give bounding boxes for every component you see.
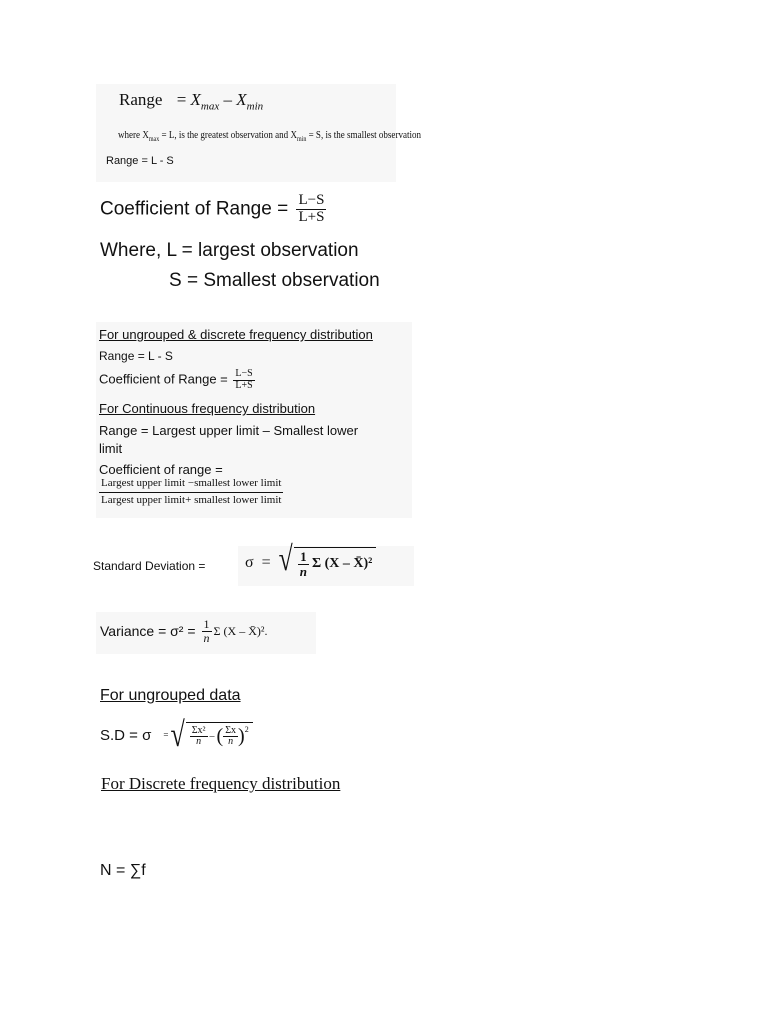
coeff-range-fraction (296, 193, 326, 226)
range-lhs: Range (119, 90, 163, 109)
coeff-range-den: L+S (298, 208, 325, 225)
variance-formula (100, 618, 267, 644)
sd-formula (100, 714, 253, 754)
ungrouped-coeff-fraction (233, 369, 254, 391)
ungrouped-coeff-label: Coefficient of Range = (99, 371, 228, 387)
sd-frac-1 (190, 726, 208, 748)
range-eq: = (176, 90, 187, 109)
range-sub-max: max (200, 100, 220, 113)
range-sub-min: min (246, 100, 264, 113)
coeff-range-label: Coefficient of Range = (100, 198, 289, 220)
std-sqrt (278, 538, 377, 579)
ungrouped-coeff (99, 369, 255, 391)
range-minus: – (223, 90, 232, 109)
range-x-max: X (190, 90, 201, 109)
note-sub-max: max (148, 135, 160, 144)
ungrouped-range: Range = L - S (99, 349, 173, 363)
continuous-range-line1: Range = Largest upper limit – Smallest lower (99, 423, 359, 438)
std-sum: Σ (X – X̄)² (311, 556, 373, 572)
std-sigma: σ (245, 553, 254, 571)
heading-ungrouped-data: For ungrouped data (100, 687, 241, 704)
coeff-where-line: Where, L = largest observation (100, 240, 359, 261)
range-formula (119, 90, 263, 112)
sd-t1-num: Σx² (191, 724, 206, 736)
continuous-range-line2: limit (99, 441, 123, 456)
note-sub-min: min (296, 135, 307, 144)
std-dev-label: Standard Deviation = (93, 559, 206, 573)
note-where: where X (118, 130, 149, 141)
variance-frac (202, 618, 212, 644)
range-x-min: X (236, 90, 247, 109)
variance-n: n (203, 630, 210, 645)
sd-label: S.D = σ (100, 726, 152, 744)
sd-t1-den: n (196, 736, 202, 747)
heading-continuous: For Continuous frequency distribution (99, 401, 316, 416)
sd-eq: = (163, 730, 169, 740)
note-mid1: = L, is the greatest observation and X (159, 130, 297, 141)
n-equals-sum-f: N = ∑f (100, 862, 146, 879)
sd-radical-icon: √ (170, 714, 185, 754)
coeff-range-big (100, 193, 326, 226)
std-one: 1 (300, 549, 307, 564)
std-frac (298, 550, 309, 578)
ungrouped-coeff-den: L+S (235, 379, 253, 391)
continuous-coeff-fraction (99, 478, 283, 506)
std-dev-formula (245, 538, 376, 579)
sd-frac-2 (223, 726, 238, 748)
variance-sum: Σ (X – X̄)². (213, 623, 268, 638)
coeff-range-num: L−S (298, 192, 325, 208)
std-sqrt-body (294, 547, 377, 578)
sd-sq: 2 (244, 725, 249, 734)
continuous-coeff-den: Largest upper limit+ smallest lower limit (101, 493, 282, 506)
sd-sqrt-body: $\frac{\text{Σx²}}{n}$ – ( $\frac{\Sigma x}{n}$ ) $^2$ (186, 722, 253, 748)
coeff-s-line: S = Smallest observation (169, 270, 380, 291)
sd-t2-num: Σx (225, 724, 237, 736)
heading-discrete: For Discrete frequency distribution (101, 774, 341, 793)
continuous-coeff-frac (99, 478, 283, 506)
std-n: n (299, 563, 307, 579)
continuous-coeff-label: Coefficient of range = (99, 462, 223, 477)
variance-label: Variance = σ² = (100, 623, 196, 640)
sd-sqrt (170, 714, 252, 754)
ungrouped-coeff-num: L−S (235, 368, 253, 379)
note-mid2: = S, is the smallest observation (306, 130, 422, 141)
sd-t2-den: n (228, 736, 234, 747)
heading-ungrouped-discrete: For ungrouped & discrete frequency distribution (99, 327, 373, 342)
std-eq: = (261, 553, 271, 571)
range-note (118, 130, 421, 143)
sd-minus: – (209, 731, 215, 742)
range-short: Range = L - S (106, 155, 174, 167)
continuous-coeff-num: Largest upper limit −smallest lower limit (99, 478, 283, 493)
sqrt-radical-icon: √ (278, 538, 293, 578)
variance-one: 1 (203, 617, 210, 631)
